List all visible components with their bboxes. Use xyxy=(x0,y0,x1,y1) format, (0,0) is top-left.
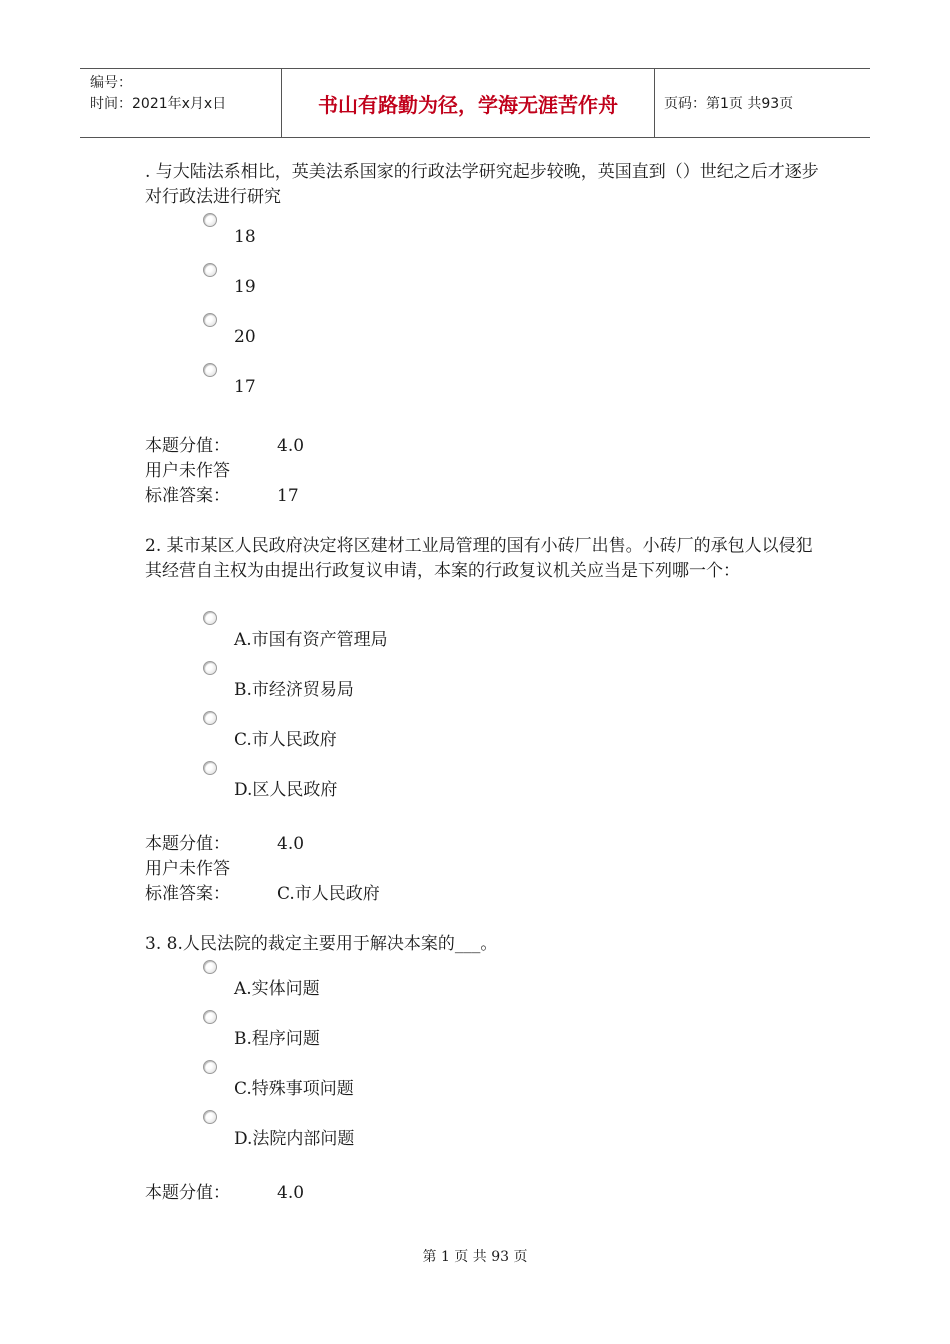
answer-label: 标准答案： xyxy=(145,884,230,904)
score-label: 本题分值： xyxy=(145,1183,230,1203)
answer-status: 用户未作答 xyxy=(145,859,230,879)
question-2 xyxy=(145,534,825,584)
option-label: A.实体问题 xyxy=(234,979,320,999)
radio-icon[interactable] xyxy=(203,1110,217,1124)
radio-icon[interactable] xyxy=(203,960,217,974)
option-label: 19 xyxy=(234,277,256,297)
question-1 xyxy=(145,160,825,210)
header-page-info: 页码：第1页 共93页 xyxy=(664,96,794,112)
option-label: A.市国有资产管理局 xyxy=(234,630,388,650)
radio-icon[interactable] xyxy=(203,363,217,377)
option-label: 17 xyxy=(234,377,256,397)
option-label: 18 xyxy=(234,227,256,247)
score-label: 本题分值： xyxy=(145,436,230,456)
header-divider xyxy=(654,69,655,137)
option-label: 20 xyxy=(234,327,256,347)
header-meta xyxy=(90,73,280,115)
answer-status: 用户未作答 xyxy=(145,461,230,481)
option-label: D.法院内部问题 xyxy=(234,1129,355,1149)
answer-value: C.市人民政府 xyxy=(277,884,380,904)
radio-icon[interactable] xyxy=(203,761,217,775)
option-label: B.市经济贸易局 xyxy=(234,680,354,700)
option-label: C.市人民政府 xyxy=(234,730,337,750)
score-value: 4.0 xyxy=(277,436,305,456)
radio-icon[interactable] xyxy=(203,711,217,725)
radio-icon[interactable] xyxy=(203,661,217,675)
question-text: 2. 某市某区人民政府决定将区建材工业局管理的国有小砖厂出售。小砖厂的承包人以侵犯其经营自主权为由提出行政复议申请，本案的行政复议机关应当是下列哪一个： xyxy=(145,536,813,581)
radio-icon[interactable] xyxy=(203,611,217,625)
question-text: 3. 8.人民法院的裁定主要用于解决本案的___。 xyxy=(145,934,498,954)
footer-page-number: 第 1 页 共 93 页 xyxy=(422,1249,528,1265)
radio-icon[interactable] xyxy=(203,213,217,227)
radio-icon[interactable] xyxy=(203,263,217,277)
date-label: 时间：2021年x月x日 xyxy=(90,96,227,112)
question-text: . 与大陆法系相比，英美法系国家的行政法学研究起步较晚，英国直到（）世纪之后才逐步对行政法进行研究 xyxy=(145,162,819,207)
radio-icon[interactable] xyxy=(203,313,217,327)
score-label: 本题分值： xyxy=(145,834,230,854)
page-header xyxy=(80,68,870,138)
answer-label: 标准答案： xyxy=(145,486,230,506)
option-label: C.特殊事项问题 xyxy=(234,1079,354,1099)
question-3 xyxy=(145,932,825,957)
header-motto: 书山有路勤为径，学海无涯苦作舟 xyxy=(318,92,618,117)
score-value: 4.0 xyxy=(277,1183,305,1203)
radio-icon[interactable] xyxy=(203,1010,217,1024)
page-footer xyxy=(0,1246,950,1266)
option-label: D.区人民政府 xyxy=(234,780,338,800)
answer-value: 17 xyxy=(277,486,299,506)
option-label: B.程序问题 xyxy=(234,1029,320,1049)
serial-label: 编号： xyxy=(90,75,132,91)
score-value: 4.0 xyxy=(277,834,305,854)
radio-icon[interactable] xyxy=(203,1060,217,1074)
